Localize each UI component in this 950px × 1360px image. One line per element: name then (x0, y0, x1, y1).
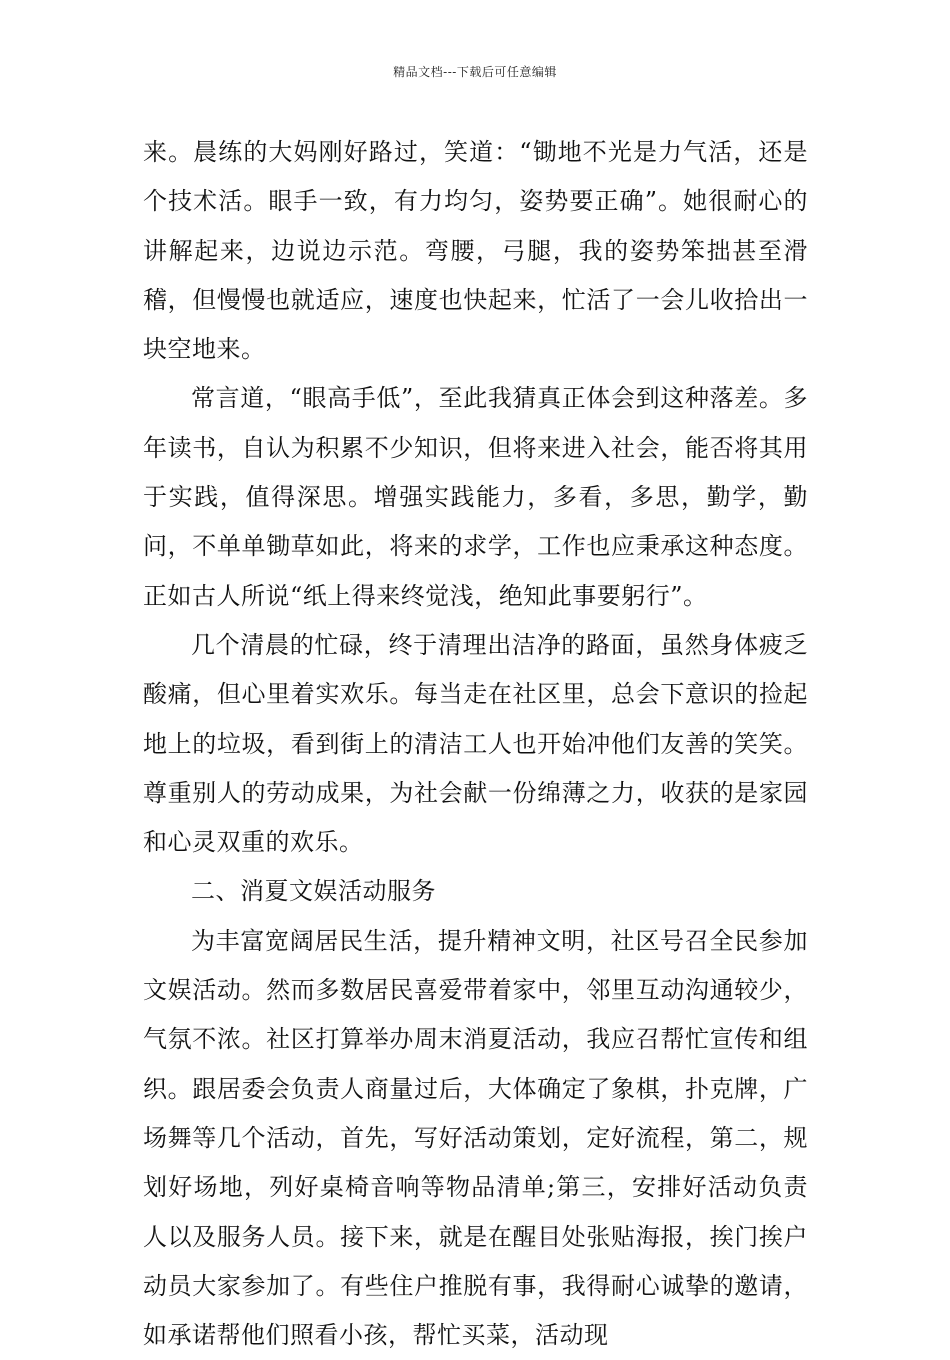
paragraph: 几个清晨的忙碌，终于清理出洁净的路面，虽然身体疲乏酸痛，但心里着实欢乐。每当走在社区里，总会下意识的捡起地上的垃圾，看到街上的清洁工人也开始冲他们友善的笑笑。尊重别人的劳动成果，为社会献一份绵薄之力，收获的是家园和心灵双重的欢乐。 (143, 630, 808, 857)
paragraph-continuation: 来。晨练的大妈刚好路过，笑道：“锄地不光是力气活，还是个技术活。眼手一致，有力均匀，姿势要正确”。她很耐心的讲解起来，边说边示范。弯腰，弓腿，我的姿势笨拙甚至滑稽，但慢慢也就适应，速度也快起来，忙活了一会儿收拾出一块空地来。 (143, 138, 808, 364)
document-body (143, 128, 808, 1360)
paragraph: 常言道，“眼高手低”，至此我猜真正体会到这种落差。多年读书，自认为积累不少知识，但将来进入社会，能否将其用于实践，值得深思。增强实践能力，多看，多思，勤学，勤问，不单单锄草如此，将来的求学，工作也应秉承这种态度。正如古人所说“纸上得来终觉浅，绝知此事要躬行”。 (143, 384, 808, 610)
section-heading: 二、消夏文娱活动服务 (191, 877, 436, 906)
paragraph: 为丰富宽阔居民生活，提升精神文明，社区号召全民参加文娱活动。然而多数居民喜爱带着家中，邻里互动沟通较少，气氛不浓。社区打算举办周末消夏活动，我应召帮忙宣传和组织。跟居委会负责人商量过后，大体确定了象棋，扑克牌，广场舞等几个活动，首先，写好活动策划，定好流程，第二，规划好场地，列好桌椅音响等物品清单;第三，安排好活动负责人以及服务人员。接下来，就是在醒目处张贴海报，挨门挨户动员大家参加了。有些住户推脱有事，我得耐心诚挚的邀请，如承诺帮他们照看小孩，帮忙买菜，活动现 (143, 926, 808, 1350)
page-header: 精品文档---下载后可任意编辑 (393, 65, 557, 79)
